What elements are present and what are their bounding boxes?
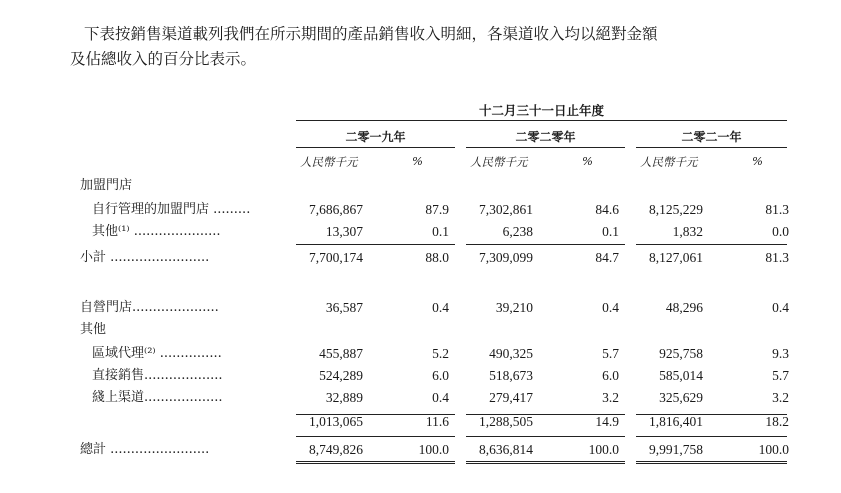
self-operated-row bbox=[0, 298, 841, 318]
period-header: 十二月三十一日止年度 bbox=[478, 103, 604, 118]
total-double-rule-2019 bbox=[296, 461, 455, 464]
year-header-2021: 二零二一年 bbox=[681, 130, 742, 144]
percent-cell: 0.4 bbox=[432, 300, 449, 315]
percent-cell: 6.0 bbox=[602, 368, 619, 383]
percent-cell: 18.2 bbox=[765, 414, 789, 429]
total-row bbox=[0, 440, 841, 460]
amount-cell: 13,307 bbox=[325, 224, 363, 239]
unit-amount-2021: 人民幣千元 bbox=[640, 155, 698, 169]
row-label: 綫上渠道................... bbox=[92, 390, 223, 405]
amount-cell: 1,832 bbox=[672, 224, 703, 239]
percent-cell: 5.7 bbox=[772, 368, 789, 383]
percent-cell: 9.3 bbox=[772, 346, 789, 361]
other-subtotal-rule-2019 bbox=[296, 414, 455, 415]
total-top-rule-2021 bbox=[636, 436, 787, 437]
row-label: 區域代理⁽²⁾ ............... bbox=[92, 346, 222, 361]
percent-cell: 0.1 bbox=[602, 224, 619, 239]
amount-cell: 8,636,814 bbox=[479, 442, 533, 457]
percent-cell: 0.4 bbox=[772, 300, 789, 315]
amount-cell: 518,673 bbox=[489, 368, 533, 383]
unit-pct-2020: % bbox=[582, 154, 593, 168]
amount-cell: 1,816,401 bbox=[649, 414, 703, 429]
amount-cell: 8,125,229 bbox=[649, 202, 703, 217]
percent-cell: 87.9 bbox=[425, 202, 449, 217]
amount-cell: 8,127,061 bbox=[649, 250, 703, 265]
amount-cell: 524,289 bbox=[319, 368, 363, 383]
row-label: 其他 bbox=[80, 322, 107, 337]
regional-agent-row bbox=[0, 344, 841, 364]
subtotal-row bbox=[0, 248, 841, 268]
amount-cell: 490,325 bbox=[489, 346, 533, 361]
percent-cell: 3.2 bbox=[602, 390, 619, 405]
percent-cell: 5.2 bbox=[432, 346, 449, 361]
year-underline-2021 bbox=[636, 147, 787, 148]
other-subtotal-row bbox=[0, 412, 841, 432]
total-double-rule-2020 bbox=[466, 461, 625, 464]
total-top-rule-2020 bbox=[466, 436, 625, 437]
percent-cell: 3.2 bbox=[772, 390, 789, 405]
amount-cell: 7,309,099 bbox=[479, 250, 533, 265]
amount-cell: 8,749,826 bbox=[309, 442, 363, 457]
row-label: 自行管理的加盟門店 ......... bbox=[92, 202, 251, 217]
amount-cell: 7,302,861 bbox=[479, 202, 533, 217]
amount-cell: 7,686,867 bbox=[309, 202, 363, 217]
amount-cell: 325,629 bbox=[659, 390, 703, 405]
intro-line-2: 及佔總收入的百分比表示。 bbox=[70, 50, 257, 68]
total-top-rule-2019 bbox=[296, 436, 455, 437]
amount-cell: 925,758 bbox=[659, 346, 703, 361]
amount-cell: 6,238 bbox=[502, 224, 533, 239]
amount-cell: 7,700,174 bbox=[309, 250, 363, 265]
amount-cell: 585,014 bbox=[659, 368, 703, 383]
amount-cell: 279,417 bbox=[489, 390, 533, 405]
year-underline-2019 bbox=[296, 147, 455, 148]
percent-cell: 5.7 bbox=[602, 346, 619, 361]
self-managed-franchise-row bbox=[0, 200, 841, 220]
franchise-other-row bbox=[0, 222, 841, 242]
amount-cell: 32,889 bbox=[325, 390, 363, 405]
unit-pct-2019: % bbox=[412, 154, 423, 168]
amount-cell: 39,210 bbox=[495, 300, 533, 315]
year-underline-2020 bbox=[466, 147, 625, 148]
amount-cell: 455,887 bbox=[319, 346, 363, 361]
percent-cell: 0.1 bbox=[432, 224, 449, 239]
year-header-2020: 二零二零年 bbox=[515, 130, 576, 144]
intro-line-1: 下表按銷售渠道載列我們在所示期間的產品銷售收入明細，各渠道收入均以絕對金額 bbox=[84, 25, 658, 43]
unit-amount-2020: 人民幣千元 bbox=[470, 155, 528, 169]
row-label: 加盟門店 bbox=[80, 178, 133, 193]
percent-cell: 84.6 bbox=[595, 202, 619, 217]
other-subtotal-rule-2020 bbox=[466, 414, 625, 415]
percent-cell: 81.3 bbox=[765, 202, 789, 217]
amount-cell: 9,991,758 bbox=[649, 442, 703, 457]
percent-cell: 0.4 bbox=[432, 390, 449, 405]
amount-cell: 36,587 bbox=[325, 300, 363, 315]
percent-cell: 0.4 bbox=[602, 300, 619, 315]
percent-cell: 88.0 bbox=[425, 250, 449, 265]
intro-paragraph bbox=[70, 22, 815, 72]
row-label: 直接銷售................... bbox=[92, 368, 223, 383]
amount-cell: 1,288,505 bbox=[479, 414, 533, 429]
other-header-row bbox=[0, 320, 841, 340]
percent-cell: 6.0 bbox=[432, 368, 449, 383]
percent-cell: 11.6 bbox=[425, 414, 449, 429]
percent-cell: 100.0 bbox=[758, 442, 789, 457]
online-channel-row bbox=[0, 388, 841, 408]
percent-cell: 14.9 bbox=[595, 414, 619, 429]
row-label: 其他⁽¹⁾ ..................... bbox=[92, 224, 221, 239]
other-subtotal-rule-2021 bbox=[636, 414, 787, 415]
subtotal-rule-2020 bbox=[466, 244, 625, 245]
row-label: 小計 ........................ bbox=[80, 250, 210, 265]
percent-cell: 100.0 bbox=[588, 442, 619, 457]
unit-amount-2019: 人民幣千元 bbox=[300, 155, 358, 169]
percent-cell: 100.0 bbox=[418, 442, 449, 457]
percent-cell: 84.7 bbox=[595, 250, 619, 265]
franchise-header-row bbox=[0, 176, 841, 196]
direct-sales-row bbox=[0, 366, 841, 386]
subtotal-rule-2021 bbox=[636, 244, 787, 245]
year-header-2019: 二零一九年 bbox=[345, 130, 406, 144]
amount-cell: 48,296 bbox=[665, 300, 703, 315]
percent-cell: 0.0 bbox=[772, 224, 789, 239]
percent-cell: 81.3 bbox=[765, 250, 789, 265]
row-label: 自營門店..................... bbox=[80, 300, 219, 315]
row-label: 總計 ........................ bbox=[80, 442, 210, 457]
period-underline bbox=[296, 120, 787, 121]
total-double-rule-2021 bbox=[636, 461, 787, 464]
amount-cell: 1,013,065 bbox=[309, 414, 363, 429]
subtotal-rule-2019 bbox=[296, 244, 455, 245]
unit-pct-2021: % bbox=[752, 154, 763, 168]
